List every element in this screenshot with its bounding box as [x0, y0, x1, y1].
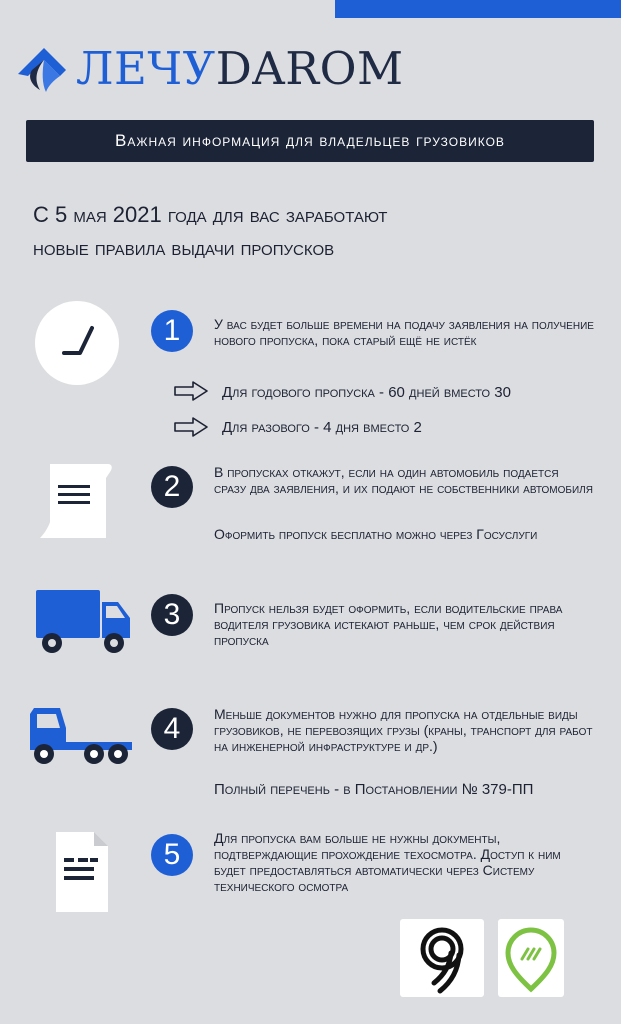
banner-title: Важная информация для владельцев грузовиков — [115, 131, 505, 150]
headline-line1: С 5 мая 2021 года для вас заработают — [33, 202, 388, 227]
step-5-text: Для пропуска вам больше не нужны документы, подтверждающие прохождение техосмотра. Доступ к ним будет предоставляться автоматически через Систему технического осмотра — [214, 830, 561, 894]
step-number-3: 3 — [151, 594, 193, 636]
headline-line2: новые правила выдачи пропусков — [33, 235, 335, 260]
brand-mark-icon — [14, 40, 70, 96]
step-1-subitem-2: Для разового - 4 дня вместо 2 — [222, 419, 422, 436]
step-number-1: 1 — [151, 310, 193, 352]
step-4-note: Полный перечень - в Постановлении № 379-ПП — [214, 781, 534, 798]
step-number-5: 5 — [151, 834, 193, 876]
tractor-truck-icon — [26, 706, 134, 766]
logo-text-part1: ЛЕЧУ — [76, 41, 216, 95]
logo-text-part2: DAROM — [215, 41, 404, 95]
arrow-right-icon — [173, 417, 209, 437]
channel-9-logo — [400, 919, 484, 997]
green-pin-logo-icon — [498, 919, 564, 997]
clock-icon — [34, 300, 120, 386]
step-2-text: В пропусках откажут, если на один автомобиль подается сразу два заявления, и их подают не собственники автомобиля — [214, 464, 593, 496]
document-icon — [54, 830, 110, 914]
step-1-text: У вас будет больше времени на подачу заявления на получение нового пропуска, пока старый ещё не истёк — [214, 316, 594, 348]
document-scroll-icon — [36, 462, 114, 542]
step-1-subitem-1: Для годового пропуска - 60 дней вместо 30 — [222, 384, 511, 401]
info-banner — [26, 120, 594, 162]
brand-logo — [14, 38, 404, 98]
arrow-right-icon — [173, 381, 209, 401]
page-headline — [33, 198, 387, 264]
top-accent-bar — [335, 0, 621, 18]
step-2-note: Оформить пропуск бесплатно можно через Госуслуги — [214, 526, 538, 542]
step-number-2: 2 — [151, 466, 193, 508]
step-number-4: 4 — [151, 708, 193, 750]
green-pin-logo — [498, 919, 564, 997]
step-4-text: Меньше документов нужно для пропуска на отдельные виды грузовиков, не перевозящих грузы (краны, транспорт для работ на инженерной инфраструктуре и др.) — [214, 706, 593, 754]
step-3-text: Пропуск нельзя будет оформить, если водительские права водителя грузовика истекают раньше, чем срок действия пропуска — [214, 600, 563, 648]
truck-icon — [34, 588, 132, 656]
channel-9-logo-icon — [400, 919, 484, 997]
